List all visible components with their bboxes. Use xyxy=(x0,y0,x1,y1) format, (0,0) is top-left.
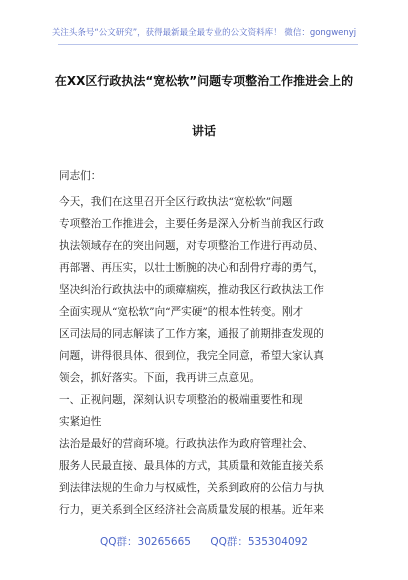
body-line: 坚决纠治行政执法中的顽瘴痼疾，推动我区行政执法工作 xyxy=(59,284,324,296)
body-line: 实紧迫性 xyxy=(59,416,102,428)
body-line: 问题，讲得很具体、很到位，我完全同意，希望大家认真 xyxy=(59,350,324,362)
footer xyxy=(0,534,408,549)
footer-qq-group-2: QQ群：535304092 xyxy=(210,536,308,548)
header-note: 关注头条号“公文研究”，获得最新最全最专业的公文资料库！ 微信：gongwenyj xyxy=(51,28,357,38)
footer-qq-group-1: QQ群：30265665 xyxy=(100,536,191,548)
body-line: 服务人民最直接、最具体的方式，其质量和效能直接关系 xyxy=(59,460,324,472)
document-title: 在XX区行政执法“宽松软”问题专项整治工作推进会上的 xyxy=(54,74,354,88)
body-line: 今天，我们在这里召开全区行政执法“宽松软”问题 xyxy=(59,196,293,208)
body-line: 区司法局的同志解读了工作方案，通报了前期排查发现的 xyxy=(59,328,324,340)
body-line: 行力，更关系到全区经济社会高质量发展的根基。近年来 xyxy=(59,504,324,516)
body-line: 再部署、再压实，以壮士断腕的决心和刮骨疗毒的勇气， xyxy=(59,262,324,274)
body-line: 专项整治工作推进会，主要任务是深入分析当前我区行政 xyxy=(59,218,324,230)
body-line: 同志们： xyxy=(59,170,102,182)
body-line: 全面实现从“宽松软”向“严实硬”的根本性转变。刚才 xyxy=(59,306,304,318)
body-line: 领会，抓好落实。下面，我再讲三点意见。 xyxy=(59,372,261,384)
body-line: 到法律法规的生命力与权威性，关系到政府的公信力与执 xyxy=(59,482,324,494)
body-line: 执法领域存在的突出问题，对专项整治工作进行再动员、 xyxy=(59,240,324,252)
document-subtitle: 讲话 xyxy=(191,124,216,138)
body-line: 一、正视问题，深刻认识专项整治的极端重要性和现 xyxy=(59,394,303,406)
body-line: 法治是最好的营商环境。行政执法作为政府管理社会、 xyxy=(59,438,314,450)
header-rule xyxy=(58,44,358,45)
